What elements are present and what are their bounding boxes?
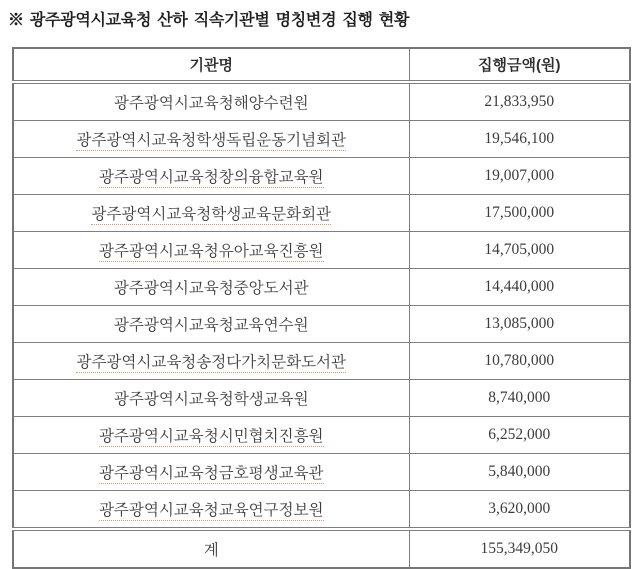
- total-row: [13, 529, 630, 568]
- document-page: [0, 7, 640, 568]
- amount-value: 14,440,000: [484, 278, 555, 295]
- page-title: ※ 광주광역시교육청 산하 직속기관별 명칭변경 집행 현황: [8, 12, 410, 29]
- total-label: 계: [13, 529, 409, 568]
- table-row: [13, 195, 630, 232]
- table-row: [13, 121, 630, 158]
- table-row: [13, 380, 630, 417]
- institution-name-cell: [13, 491, 409, 530]
- institution-name-cell: [13, 195, 409, 232]
- table-row: [13, 306, 630, 343]
- table-footer: [13, 529, 630, 568]
- institution-name: 광주광역시교육청금호평생교육관: [98, 465, 324, 482]
- institution-name: 광주광역시교육청학생교육원: [113, 391, 309, 408]
- institution-name-cell: [13, 232, 409, 269]
- amount-value: 5,840,000: [488, 463, 551, 480]
- amount-cell: [409, 306, 630, 343]
- institution-name: 광주광역시교육청교육연구정보원: [98, 502, 324, 519]
- institution-name-cell: [13, 121, 409, 158]
- institution-name: 광주광역시교육청창의융합교육원: [98, 169, 324, 186]
- institution-name-cell: [13, 454, 409, 491]
- institution-name: 광주광역시교육청중앙도서관: [113, 280, 309, 297]
- institution-name: 광주광역시교육청학생교육문화회관: [91, 206, 332, 223]
- amount-cell: [409, 121, 630, 158]
- amount-value: 19,546,100: [484, 130, 555, 147]
- amount-cell: [409, 417, 630, 454]
- institution-name: 광주광역시교육청해양수련원: [113, 95, 309, 112]
- institution-name-cell: [13, 343, 409, 380]
- total-amount: 155,349,050: [409, 529, 630, 568]
- table-row: [13, 269, 630, 306]
- amount-cell: [409, 158, 630, 195]
- header-row: [13, 48, 630, 82]
- institution-name-cell: [13, 306, 409, 343]
- amount-cell: [409, 491, 630, 530]
- amount-value: 10,780,000: [484, 352, 555, 369]
- table-row: [13, 491, 630, 530]
- amount-value: 13,085,000: [484, 315, 555, 332]
- amount-cell: [409, 195, 630, 232]
- amount-value: 21,833,950: [484, 93, 555, 110]
- table-row: [13, 417, 630, 454]
- amount-cell: [409, 269, 630, 306]
- amount-cell: [409, 82, 630, 121]
- execution-amount-table: [12, 47, 631, 569]
- table-row: [13, 343, 630, 380]
- table-header: [13, 48, 630, 82]
- header-institution-name: 기관명: [13, 48, 409, 82]
- institution-name: 광주광역시교육청학생독립운동기념회관: [76, 132, 346, 149]
- amount-value: 19,007,000: [484, 167, 555, 184]
- amount-value: 8,740,000: [488, 389, 551, 406]
- amount-value: 6,252,000: [488, 426, 551, 443]
- amount-cell: [409, 380, 630, 417]
- amount-cell: [409, 343, 630, 380]
- institution-name: 광주광역시교육청시민협치진흥원: [98, 428, 324, 445]
- amount-cell: [409, 232, 630, 269]
- institution-name-cell: [13, 417, 409, 454]
- table-row: [13, 82, 630, 121]
- institution-name-cell: [13, 269, 409, 306]
- amount-value: 14,705,000: [484, 241, 555, 258]
- institution-name-cell: [13, 82, 409, 121]
- table-row: [13, 454, 630, 491]
- institution-name-cell: [13, 158, 409, 195]
- institution-name: 광주광역시교육청교육연수원: [113, 317, 309, 334]
- table-body: [13, 82, 630, 529]
- table-row: [13, 158, 630, 195]
- amount-value: 17,500,000: [484, 204, 555, 221]
- institution-name-cell: [13, 380, 409, 417]
- institution-name: 광주광역시교육청유아교육진흥원: [98, 243, 324, 260]
- table-row: [13, 232, 630, 269]
- amount-cell: [409, 454, 630, 491]
- institution-name: 광주광역시교육청송정다가치문화도서관: [76, 354, 346, 371]
- header-execution-amount: 집행금액(원): [409, 48, 630, 82]
- amount-value: 3,620,000: [488, 500, 551, 517]
